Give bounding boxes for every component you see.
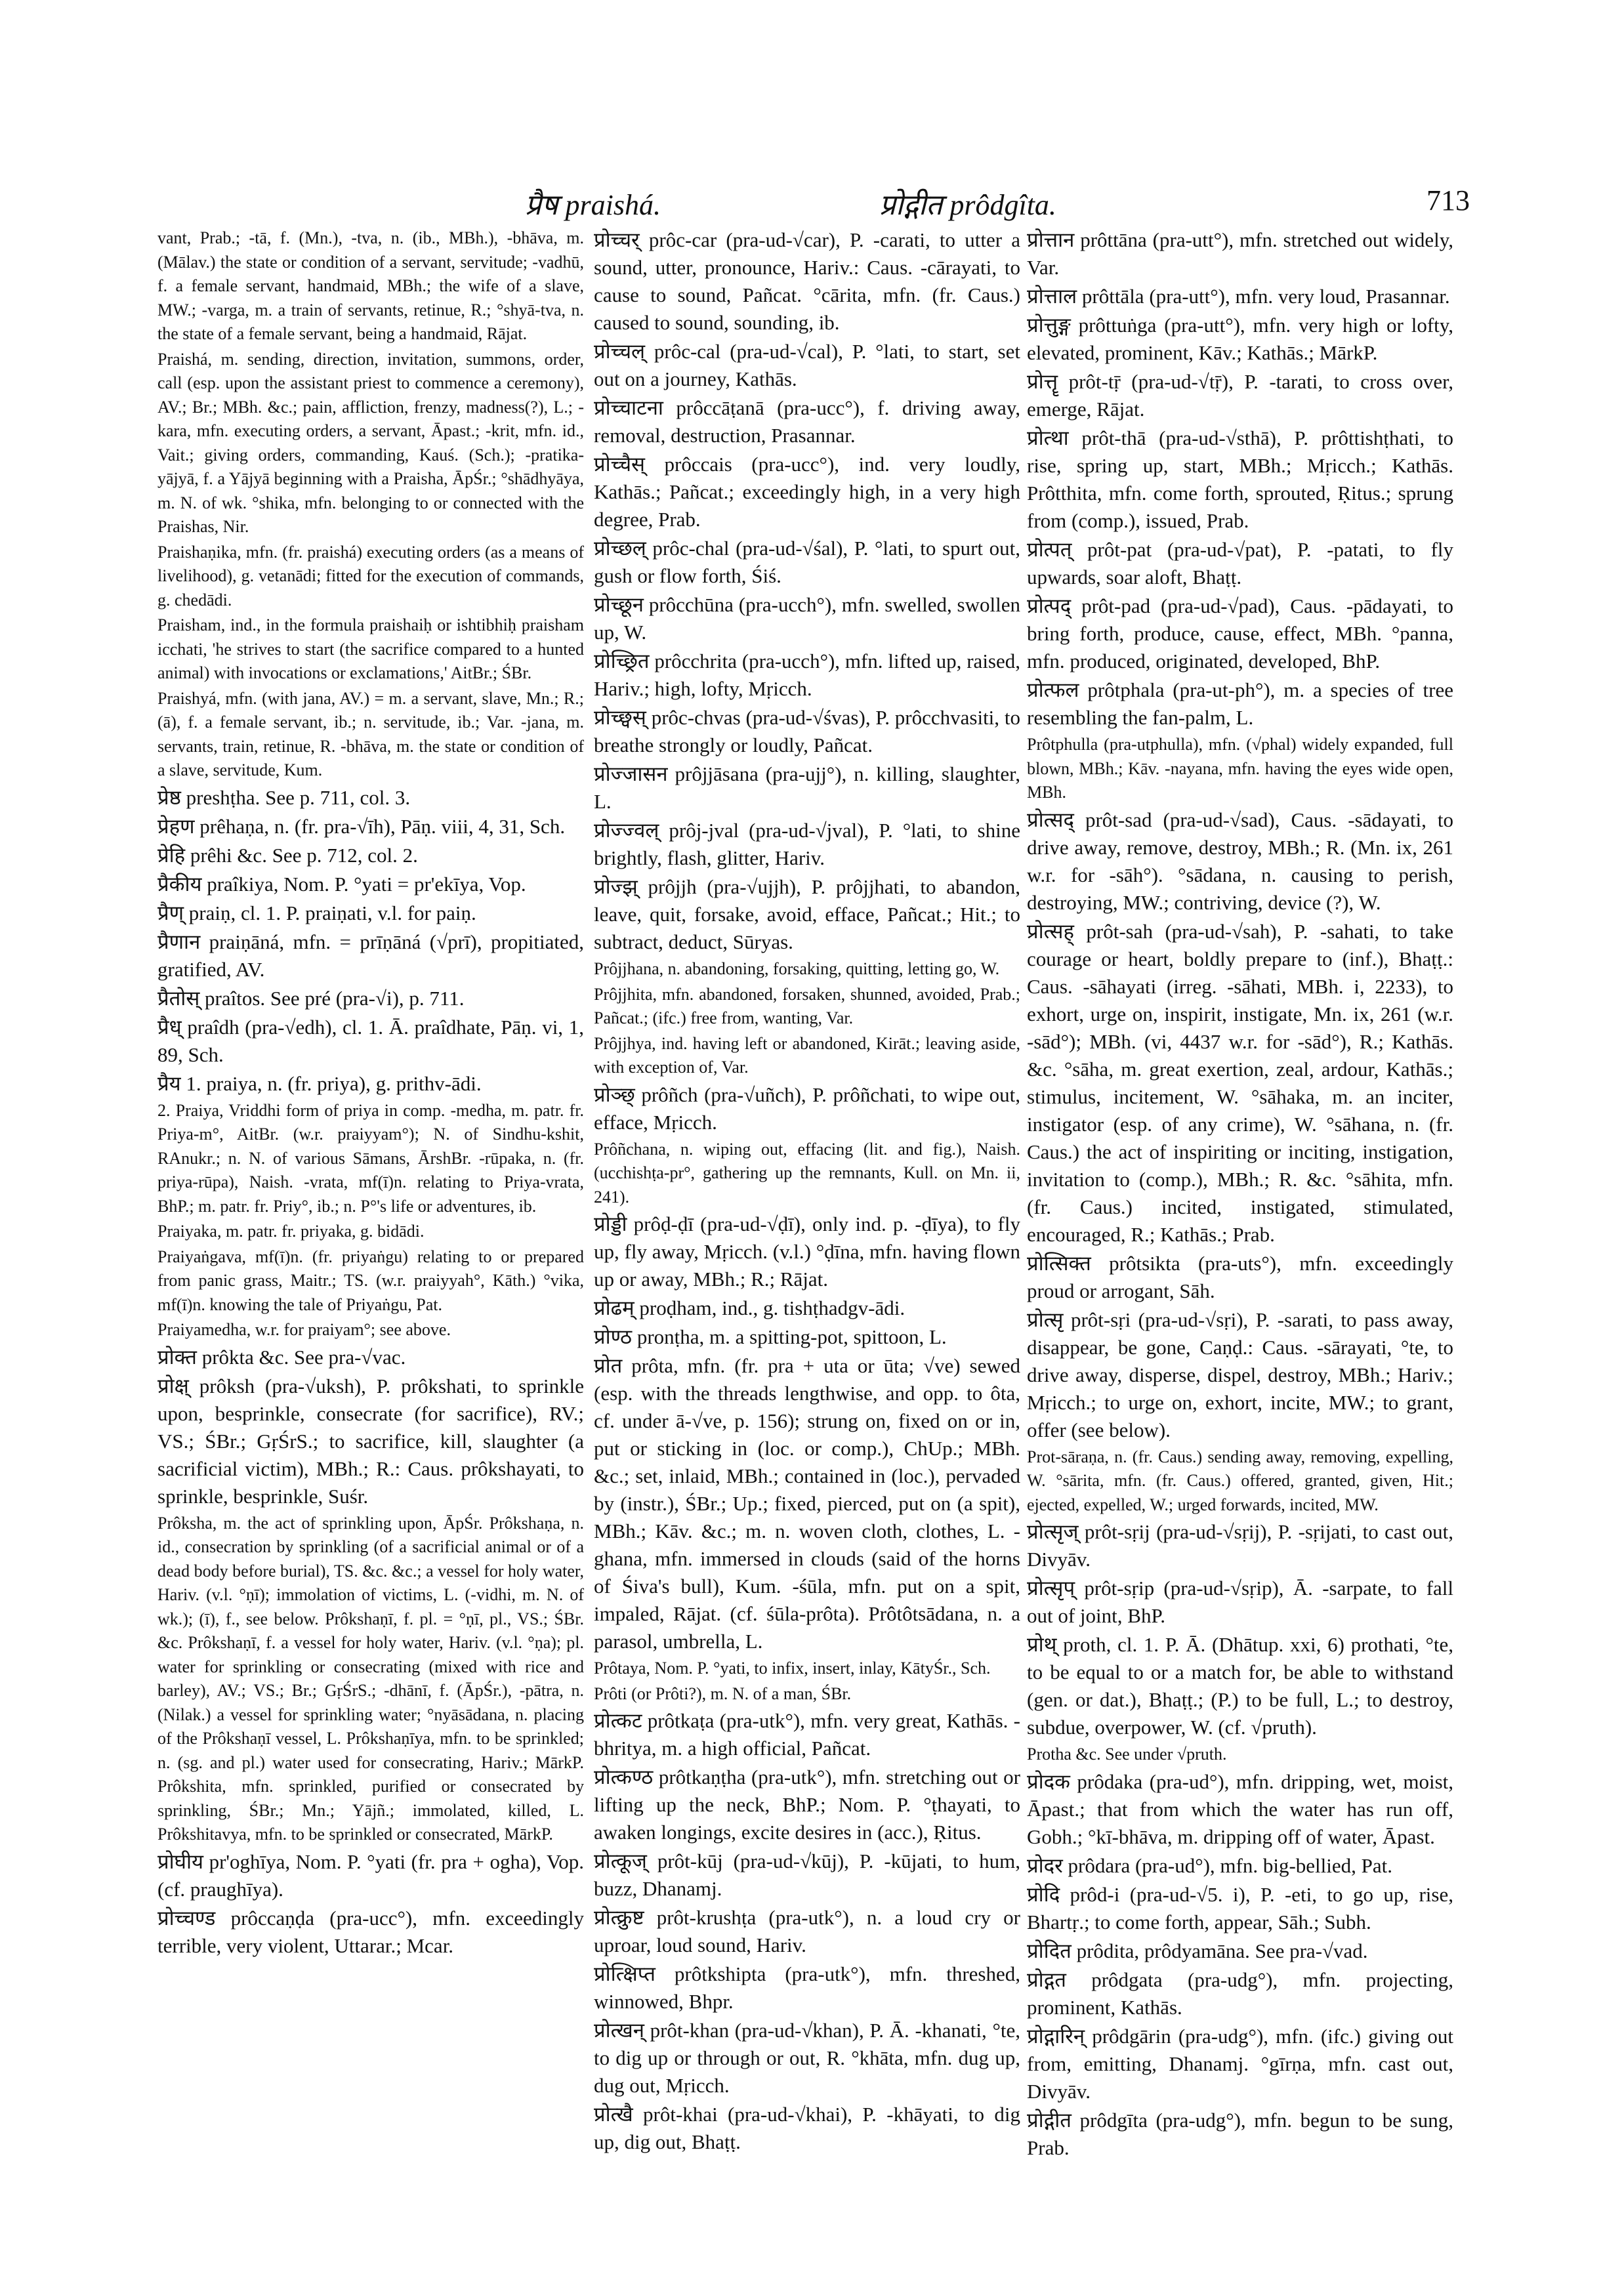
dictionary-entry: प्रोच्चण्ड prôccaṇḍa (pra-ucc°), mfn. exceedingly terrible, very violent, Uttarar.; Mcar. xyxy=(157,1906,584,1957)
dictionary-entry: प्रोण्ठ pronṭha, m. a spitting-pot, spittoon, L. xyxy=(594,1325,947,1348)
dictionary-entry: प्रोघीय pr'oghīya, Nom. P. °yati (fr. pra + ogha), Vop. (cf. praughīya). xyxy=(157,1850,584,1901)
dictionary-entry: प्रोत्क्रुष्ट prôt-krushṭa (pra-utk°), n. a loud cry or uproar, loud sound, Hariv. xyxy=(594,1906,1020,1956)
column-1 xyxy=(157,226,584,1961)
dictionary-entry: प्रोञ्छ् prôñch (pra-√uñch), P. prôñchati, to wipe out, efface, Mṛicch. xyxy=(594,1083,1020,1134)
dictionary-entry: प्रोदित prôdita, prôdyamāna. See pra-√vad. xyxy=(1027,1939,1368,1962)
dictionary-entry: प्रोत्कण्ठ prôtkaṇṭha (pra-utk°), mfn. stretching out or lifting up the neck, BhP.; Nom. P. °ṭhayati, to awaken longings, excite desires in (acc.), Ṛitus. xyxy=(594,1766,1020,1844)
dictionary-entry: प्रेहि prêhi &c. See p. 712, col. 2. xyxy=(157,843,418,867)
dictionary-entry: Prôtphulla (pra-utphulla), mfn. (√phal) widely expanded, full blown, MBh.; Kāv. -nayana, mfn. having the eyes wide open, MBh. xyxy=(1027,735,1453,802)
dictionary-entry: प्रैकीय praîkiya, Nom. P. °yati = pr'ekīya, Vop. xyxy=(157,872,526,896)
column-3 xyxy=(1027,226,1453,2163)
dictionary-entry: प्रैतोस् praîtos. See pré (pra-√i), p. 711. xyxy=(157,986,465,1010)
dictionary-entry: प्रोदि prôd-i (pra-ud-√5. i), P. -eti, to go up, rise, Bhartṛ.; to come forth, appear, Sāh.; Subh. xyxy=(1027,1882,1453,1933)
dictionary-entry: प्रोद्गीत prôdgīta (pra-udg°), mfn. begun to be sung, Prab. xyxy=(1027,2108,1453,2159)
dictionary-entry: प्रोत्सिक्त prôtsikta (pra-uts°), mfn. exceedingly proud or arrogant, Sāh. xyxy=(1027,1251,1453,1302)
dictionary-entry: प्रेष्ठ preshṭha. See p. 711, col. 3. xyxy=(157,785,411,809)
dictionary-entry: प्रोदर prôdara (pra-ud°), mfn. big-bellied, Pat. xyxy=(1027,1853,1393,1877)
dictionary-entry: प्रोढम् proḍham, ind., g. tishṭhadgv-ādi. xyxy=(594,1296,906,1319)
dictionary-entry: प्रोत्तान prôttāna (pra-utt°), mfn. stretched out widely, Var. xyxy=(1027,228,1453,279)
dictionary-entry: प्रोत्कूज् prôt-kūj (pra-ud-√kūj), P. -kūjati, to hum, buzz, Dhanamj. xyxy=(594,1850,1020,1900)
dictionary-entry: प्रोदक prôdaka (pra-ud°), mfn. dripping, wet, moist, Āpast.; that from which the water has run off, Gobh.; °kī-bhāva, m. dripping off of water, Āpast. xyxy=(1027,1769,1453,1848)
dictionary-entry: प्रोत्पद् prôt-pad (pra-ud-√pad), Caus. -pādayati, to bring forth, produce, cause, effect, MBh. °panna, mfn. produced, originated, developed, BhP. xyxy=(1027,594,1453,672)
dictionary-entry: प्रोत्कट prôtkaṭa (pra-utk°), mfn. very great, Kathās. -bhritya, m. a high official, Pañcat. xyxy=(594,1709,1020,1760)
dictionary-entry: प्रोक्ष् prôksh (pra-√uksh), P. prôkshati, to sprinkle upon, besprinkle, consecrate (for sacrifice), RV.; VS.; ŚBr.; GṛŚrS.; to sacrifice, kill, slaughter (a sacrificial victim), MBh.; R.: Caus. prôkshayati, to sprinkle, besprinkle, Suśr. xyxy=(157,1374,584,1508)
dictionary-entry: Prôjjhita, mfn. abandoned, forsaken, shunned, avoided, Prab.; Pañcat.; (ifc.) free from, wanting, Var. xyxy=(594,984,1020,1027)
dictionary-entry: प्रोच्छ्वस् prôc-chvas (pra-ud-√śvas), P. prôcchvasiti, to breathe strongly or loudly, Pañcat. xyxy=(594,706,1020,756)
dictionary-entry: प्रोज्ज्वल् prôj-jval (pra-ud-√jval), P. °lati, to shine brightly, flash, glitter, Hariv. xyxy=(594,819,1020,869)
dictionary-entry: प्रोत्सह् prôt-sah (pra-ud-√sah), P. -sahati, to take courage or heart, boldly prepare to (inf.), Bhaṭṭ.: Caus. -sāhayati (irreg. -sāhati, MBh. i, 2233), to exhort, urge on, inspirit, instigate, Mn. ix, 261 (w.r. -sād°); MBh. (vi, 4437 w.r. for -sād°), R.; Kathās. &c. °sāha, m. great exertion, zeal, ardour, Kathās.; stimulus, incitement, W. °sāhaka, m. an inciter, instigator (esp. of any crime), W. °sāhana, n. (fr. Caus.) the act of inspiriting or inciting, instigation, invitation to (comp.), MBh.; R. &c. °sāhita, mfn. (fr. Caus.) incited, instigated, stimulated, encouraged, R.; Kathās.; Prab. xyxy=(1027,919,1453,1246)
dictionary-entry: 2. Praiya, Vriddhi form of priya in comp. -medha, m. patr. fr. Priya-m°, AitBr. (w.r. praiyyam°); N. of Sindhu-kshit, RAnukr.; n. N. of various Sāmans, ĀrshBr. -rūpaka, n. (fr. priya-rūpa), Naish. -vrata, mf(ī)n. relating to Priya-vrata, BhP.; m. patr. fr. Priy°, ib.; n. P°'s life or adventures, ib. xyxy=(157,1100,584,1216)
dictionary-entry: प्रैय 1. praiya, n. (fr. priya), g. prithv-ādi. xyxy=(157,1071,482,1095)
dictionary-entry: प्रोद्गत prôdgata (pra-udg°), mfn. projecting, prominent, Kathās. xyxy=(1027,1968,1453,2019)
dictionary-entry: प्रोड्डी prôḍ-ḍī (pra-ud-√ḍī), only ind. p. -ḍīya), to fly up, fly away, Mṛicch. (v.l.) °ḍīna, mfn. having flown up or away, MBh.; R.; Rājat. xyxy=(594,1212,1020,1291)
dictionary-entry: Prôjjhana, n. abandoning, forsaking, quitting, letting go, W. xyxy=(594,959,1000,978)
dictionary-entry: प्रोत्सृप् prôt-sṛip (pra-ud-√sṛip), Ā. -sarpate, to fall out of joint, BhP. xyxy=(1027,1577,1453,1627)
dictionary-entry: प्रोत्फल prôtphala (pra-ut-ph°), m. a species of tree resembling the fan-palm, L. xyxy=(1027,678,1453,729)
dictionary-entry: Prôñchana, n. wiping out, effacing (lit. and fig.), Naish. (ucchishṭa-pr°, gathering up the remnants, Kull. on Mn. ii, 241). xyxy=(594,1139,1020,1207)
dictionary-entry: प्रोत्सृ prôt-sṛi (pra-ud-√sṛi), P. -sarati, to pass away, disappear, be gone, Caṇḍ.: Caus. -sārayati, °te, to drive away, disperse, dispel, destroy, MBh.; Hariv.; Mṛicch.; to urge on, exhort, incite, MW.; to grant, offer (see below). xyxy=(1027,1308,1453,1441)
dictionary-entry: प्रोत्तुङ्ग prôttuṅga (pra-utt°), mfn. very high or lofty, elevated, prominent, Kāv.; Kathās.; MārkP. xyxy=(1027,314,1453,364)
dictionary-entry: Prôjjhya, ind. having left or abandoned, Kirāt.; leaving aside, with exception of, Var. xyxy=(594,1033,1020,1077)
dictionary-entry: प्रैण् praiṇ, cl. 1. P. praiṇati, v.l. for paiṇ. xyxy=(157,901,476,924)
dictionary-entry: Praiyaṅgava, mf(ī)n. (fr. priyaṅgu) relating to or prepared from panic grass, Maitr.; TS. (w.r. praiyyah°, Kāth.) °vika, mf(ī)n. knowing the tale of Priyaṅgu, Pat. xyxy=(157,1247,584,1314)
dictionary-entry: Praiyamedha, w.r. for praiyam°; see above. xyxy=(157,1320,451,1339)
dictionary-entry: Protha &c. See under √pruth. xyxy=(1027,1745,1227,1764)
page-header xyxy=(157,184,1470,230)
page-number: 713 xyxy=(1426,184,1470,217)
dictionary-entry: प्रोत्था prôt-thā (pra-ud-√sthā), P. prôttishṭhati, to rise, spring up, start, MBh.; Mṛicch.; Kathās. Prôtthita, mfn. come forth, sprouted, Ṛitus.; sprung from (comp.), issued, Prab. xyxy=(1027,426,1453,532)
dictionary-entry: प्रोक्त prôkta &c. See pra-√vac. xyxy=(157,1345,406,1369)
dictionary-entry: Praishaṇika, mfn. (fr. praishá) executing orders (as a means of livelihood), g. vetanādi; fitted for the execution of commands, g. chedādi. xyxy=(157,542,584,610)
dictionary-entry: Prôksha, m. the act of sprinkling upon, ĀpŚr. Prôkshaṇa, n. id., consecration by sprinkling (of a sacrificial animal or of a dead body before burial), TS. &c. &c.; a vessel for holy water, Hariv. (v.l. °ṇī); immolation of victims, L. (-vidhi, m. N. of wk.); (ī), f., see below. Prôkshaṇī, f. pl. = °ṇī, pl., VS.; ŚBr. &c. Prôkshaṇī, f. a vessel for holy water, Hariv. (v.l. °ṇa); pl. water for sprinkling or consecrating (mixed with rice and barley), AV.; VS.; Br.; GṛŚrS.; -dhānī, f. (ĀpŚr.), -pātra, n. (Nilak.) a vessel for sprinkling water; °nyāsādana, n. placing of the Prôkshaṇī vessel, L. Prôkshaṇīya, mfn. to be sprinkled; n. (sg. and pl.) water used for consecrating, Hariv.; MārkP. Prôkshita, mfn. sprinkled, purified or consecrated by sprinkling, ŚBr.; Mn.; Yājñ.; immolated, killed, L. Prôkshitavya, mfn. to be sprinkled or consecrated, MārkP. xyxy=(157,1513,584,1844)
dictionary-entry: प्रोत्सद् prôt-sad (pra-ud-√sad), Caus. -sādayati, to drive away, remove, destroy, MBh.; R. (Mn. ix, 261 w.r. for -sāh°). °sādana, n. causing to perish, destroying, MW.; contriving, device (?), W. xyxy=(1027,808,1453,914)
dictionary-entry: प्रोद्गारिन् prôdgārin (pra-udg°), mfn. (ifc.) giving out from, emitting, Dhanamj. °gīrṇa, mfn. cast out, Divyāv. xyxy=(1027,2024,1453,2103)
dictionary-entry: प्रोच्चर् prôc-car (pra-ud-√car), P. -carati, to utter a sound, utter, pronounce, Hariv.: Caus. -cārayati, to cause to sound, Pañcat. °cārita, mfn. (fr. Caus.) caused to sound, sounding, ib. xyxy=(594,228,1020,334)
dictionary-entry: प्रोथ् proth, cl. 1. P. Ā. (Dhātup. xxi, 6) prothati, °te, to be equal to or a match for, be able to withstand (gen. or dat.), Bhaṭṭ.; (P.) to be full, L.; to destroy, subdue, overpower, W. (cf. √pruth). xyxy=(1027,1633,1453,1739)
dictionary-entry: प्रोत prôta, mfn. (fr. pra + uta or ūta; √ve) sewed (esp. with the threads lengthwise, and opp. to ôta, cf. under ā-√ve, p. 156); strung on, fixed on or in, put or sticking in (loc. or comp.), ChUp.; MBh. &c.; set, inlaid, MBh.; contained in (loc.), pervaded by (instr.), ŚBr.; Up.; fixed, pierced, put on (a spit), MBh.; Kāv. &c.; m. n. woven cloth, clothes, L. -ghana, mfn. immersed in clouds (said of the horns of Śiva's bull), Kum. -śūla, mfn. put on a spit, impaled, Rājat. (cf. śūla-prôta). Prôtôtsādana, n. a parasol, umbrella, L. xyxy=(594,1354,1020,1653)
dictionary-entry: प्रोत्सृज् prôt-sṛij (pra-ud-√sṛij), P. -sṛijati, to cast out, Divyāv. xyxy=(1027,1520,1453,1571)
dictionary-entry: प्रैध् praîdh (pra-√edh), cl. 1. Ā. praîdhate, Pāṇ. vi, 1, 89, Sch. xyxy=(157,1015,584,1066)
dictionary-entry: प्रोत्पत् prôt-pat (pra-ud-√pat), P. -patati, to fly upwards, soar aloft, Bhaṭṭ. xyxy=(1027,538,1453,589)
dictionary-entry: प्रोच्चल् prôc-cal (pra-ud-√cal), P. °lati, to start, set out on a journey, Kathās. xyxy=(594,340,1020,390)
dictionary-entry: Praishyá, mfn. (with jana, AV.) = m. a servant, slave, Mn.; R.; (ā), f. a female servant, ib.; n. servitude, ib.; Var. -jana, m. servants, train, retinue, R. -bhāva, m. the state or condition of a slave, servitude, Kum. xyxy=(157,688,584,779)
dictionary-entry: प्रैणान praiṇāná, mfn. = prīṇāná (√prī), propitiated, gratified, AV. xyxy=(157,930,584,981)
dictionary-entry: प्रोत्क्षिप्त prôtkshipta (pra-utk°), mfn. threshed, winnowed, Bhpr. xyxy=(594,1962,1020,2013)
dictionary-entry: प्रोत्तॄ prôt-tṝ (pra-ud-√tṝ), P. -tarati, to cross over, emerge, Rājat. xyxy=(1027,370,1453,421)
header-right-guideword: प्रोद्गीत prôdgîta. xyxy=(879,189,1056,221)
dictionary-entry: Prôtaya, Nom. P. °yati, to infix, insert, inlay, KātyŚr., Sch. xyxy=(594,1659,991,1678)
dictionary-entry: Praiyaka, m. patr. fr. priyaka, g. bidādi. xyxy=(157,1222,425,1241)
dictionary-entry: प्रोच्छून prôcchūna (pra-ucch°), mfn. swelled, swollen up, W. xyxy=(594,593,1020,644)
dictionary-entry: Praisham, ind., in the formula praishaiḥ or ishtibhiḥ praisham icchati, 'he strives to start (the sacrifice compared to a hunted animal) with invocations or exclamations,' AitBr.; ŚBr. xyxy=(157,615,584,682)
dictionary-entry: प्रेहण prêhaṇa, n. (fr. pra-√īh), Pāṇ. viii, 4, 31, Sch. xyxy=(157,814,566,838)
dictionary-entry: Prôti (or Prôti?), m. N. of a man, ŚBr. xyxy=(594,1684,852,1703)
dictionary-entry: प्रोत्ताल prôttāla (pra-utt°), mfn. very loud, Prasannar. xyxy=(1027,285,1450,308)
dictionary-entry: प्रोच्छल् prôc-chal (pra-ud-√śal), P. °lati, to spurt out, gush or flow forth, Śiś. xyxy=(594,537,1020,587)
dictionary-entry: प्रोत्खन् prôt-khan (pra-ud-√khan), P. Ā. -khanati, °te, to dig up or through or out, R. °khāta, mfn. dug up, dug out, Mṛicch. xyxy=(594,2019,1020,2097)
column-2 xyxy=(594,226,1020,2157)
dictionary-entry: Praishá, m. sending, direction, invitation, summons, order, call (esp. upon the assistant priest to commence a ceremony), AV.; Br.; MBh. &c.; pain, affliction, frenzy, madness(?), L.; -kara, mfn. executing orders, a servant, Āpast.; -krit, mfn. id., Vait.; giving orders, commanding, Kauś. (Sch.); -pratika-yājyā, f. a Yājyā beginning with a Praisha, ĀpŚr.; °shādhyāya, m. N. of wk. °shika, mfn. belonging to or connected with the Praishas, Nir. xyxy=(157,349,584,536)
dictionary-entry: प्रोच्चाटना prôccāṭanā (pra-ucc°), f. driving away, removal, destruction, Prasannar. xyxy=(594,396,1020,447)
dictionary-entry: vant, Prab.; -tā, f. (Mn.), -tva, n. (ib., MBh.), -bhāva, m. (Mālav.) the state or condition of a servant, servitude; -vadhū, f. a female servant, handmaid, MBh.; the wife of a slave, MW.; -varga, m. a train of servants, retinue, R.; °shyā-tva, n. the state of a female servant, being a handmaid, Rājat. xyxy=(157,228,584,343)
dictionary-entry: प्रोज्झ् prôjjh (pra-√ujjh), P. prôjjhati, to abandon, leave, quit, forsake, avoid, efface, Pañcat.; Hit.; to subtract, deduct, Sūryas. xyxy=(594,875,1020,953)
dictionary-entry: प्रोज्जासन prôjjāsana (pra-ujj°), n. killing, slaughter, L. xyxy=(594,762,1020,813)
dictionary-entry: Prot-sāraṇa, n. (fr. Caus.) sending away, removing, expelling, W. °sārita, mfn. (fr. Caus.) offered, granted, given, Hit.; ejected, expelled, W.; urged forwards, incited, MW. xyxy=(1027,1447,1453,1514)
header-left-guideword: प्रैष praishá. xyxy=(525,189,661,221)
dictionary-entry: प्रोच्चैस् prôccais (pra-ucc°), ind. very loudly, Kathās.; Pañcat.; exceedingly high, in a very high degree, Prab. xyxy=(594,453,1020,531)
dictionary-entry: प्रोच्छ्रित prôcchrita (pra-ucch°), mfn. lifted up, raised, Hariv.; high, lofty, Mṛicch. xyxy=(594,650,1020,700)
dictionary-entry: प्रोत्खै prôt-khai (pra-ud-√khai), P. -khāyati, to dig up, dig out, Bhaṭṭ. xyxy=(594,2103,1020,2153)
